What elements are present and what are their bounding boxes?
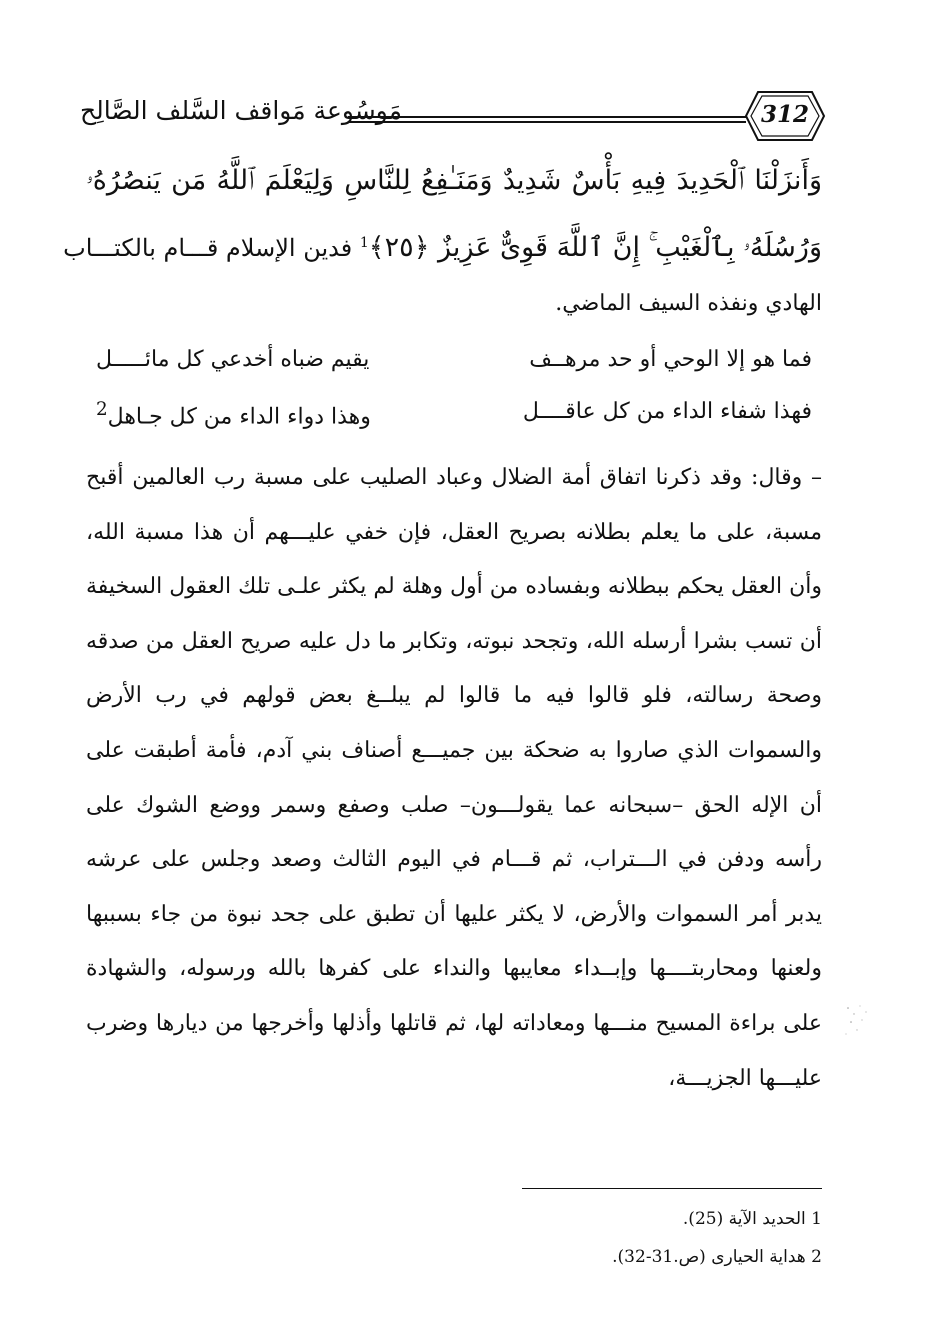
poem-hemistich-left-text: وهذا دواء الداء من كل جـاهل: [107, 404, 371, 430]
poem: [86, 337, 822, 441]
footnote-number: 2: [811, 1247, 822, 1267]
poem-hemistich-left: [96, 399, 371, 429]
page-number-badge: [744, 90, 826, 142]
footnote-ref-1: 1: [359, 235, 369, 251]
poem-hemistich-right: فما هو إلا الوحي أو حد مرهــف: [529, 347, 812, 372]
body-text: [63, 150, 822, 1106]
footnote-text: هداية الحيارى (ص.31-32).: [612, 1247, 806, 1267]
page-number: 312: [760, 101, 809, 128]
footnote-text: الحديد الآية (25).: [682, 1209, 806, 1229]
poem-hemistich-left: يقيم ضباه أخدعي كل مائـــــل: [96, 347, 370, 372]
poem-hemistich-right: فهذا شفاء الداء من كل عاقــــل: [522, 399, 812, 424]
quran-verse-line-2: وَرُسُلَهُۥ بِٱلْغَيْبِ ۚ إِنَّ ٱللَّهَ قَوِىٌّ عَزِيزٌ ﴿٢٥﴾: [368, 232, 822, 263]
scan-noise-icon: [842, 1000, 872, 1040]
main-paragraph: – وقال: وقد ذكرنا اتفاق أمة الضلال وعباد الصليب على مسبة رب العالمين أقبح مسبة، على ما يعلم بطلانه بصريح العقل، فإن خفي عليـــهم أن هذا مسبة الله، وأن العقل يحكم ببطلانه وبفساده من أول وهلة لم يكثر علـى تلك العقول السخيفة أن تسب بشرا أرسله الله، وتجحد نبوته، وتكابر ما دل عليه صريح العقل من صدقه وصحة رسالته، فلو قالوا فيه ما قالوا لم يبلــغ بعض قولهم في رب الأرض والسموات الذي صاروا به ضحكة بين جميـــع أصناف بني آدم، فأمة أطبقت على أن الإله الحق –سبحانه عما يقولـــون– صلب وصفع وسمر ووضع الشوك على رأسه ودفن في الـــتراب، ثم قـــام في اليوم الثالث وصعد وجلس على عرشه يدبر أمر السموات والأرض، لا يكثر عليها أن تطبق على جحد نبوة من جاء بسببها ولعنها ومحاربتــــها وإبــداء معايبها والنداء على كفرها بالله ورسوله، والشهادة على براءة المسيح منـــها ومعاداته لها، ثم قاتلها وأذلها وأخرجها من ديارها وضرب عليـــها الجزيـــة،: [86, 465, 822, 1091]
quran-verse-line-1: وَأَنزَلْنَا ٱلْحَدِيدَ فِيهِ بَأْسٌ شَدِيدٌ وَمَنَـٰفِعُ لِلنَّاسِ وَلِيَعْلَمَ ٱللَّهُ مَن يَنصُرُهُۥ: [86, 165, 822, 196]
footnotes: [480, 1200, 822, 1276]
verse-continuation-line: [63, 212, 822, 279]
footnote-2: [480, 1238, 822, 1276]
footnote-1: [480, 1200, 822, 1238]
page-header: [80, 88, 840, 144]
footnote-number: 1: [811, 1209, 822, 1229]
body-line-3: الهادي ونفذه السيف الماضي.: [555, 291, 822, 316]
footnote-separator: [522, 1188, 822, 1189]
poem-verse-1: [86, 337, 822, 389]
footnote-ref-2: 2: [96, 399, 108, 420]
header-rule: [348, 116, 746, 123]
poem-verse-2: [86, 389, 822, 441]
book-title: مَوسُوعة مَواقف السَّلف الصَّالِح: [80, 96, 403, 125]
body-line-2-text: فدين الإسلام قـــام بالكتـــاب: [63, 234, 353, 262]
